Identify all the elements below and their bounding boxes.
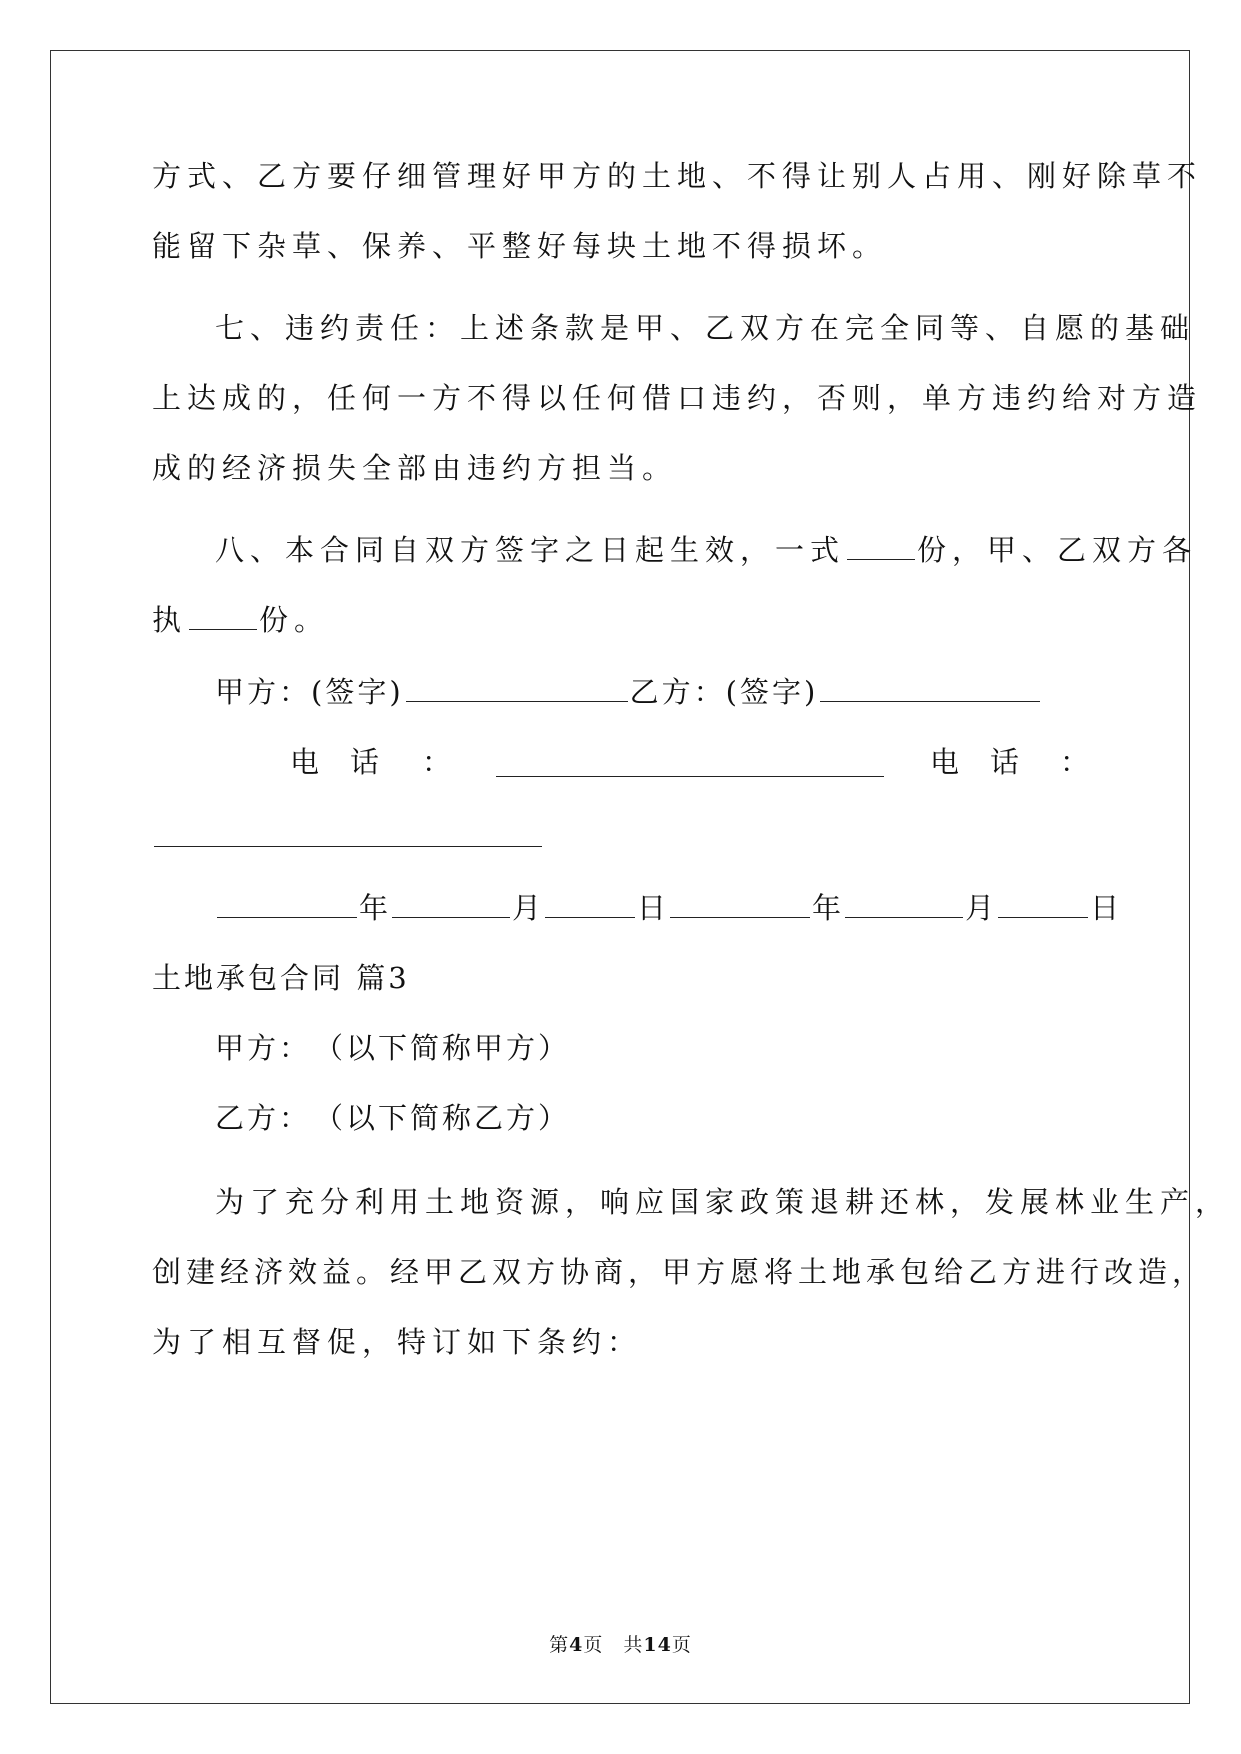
- text-line: 为了充分利用土地资源，响应国家政策退耕还林，发展林业生产，: [215, 1185, 1231, 1219]
- party-b-line: 乙方： （以下简称乙方）: [215, 1101, 571, 1135]
- party-b-signature-blank: [820, 675, 1040, 702]
- clause-8-text-b: 份，甲、乙双方各: [917, 533, 1198, 567]
- text-fragment: 份。: [259, 603, 330, 637]
- phone-b-blank: [154, 820, 542, 847]
- date-label: 年: [812, 891, 844, 925]
- signature-line: [215, 672, 1042, 712]
- date-b-year-blank: [670, 891, 810, 918]
- phone-b-colon: ：: [1060, 745, 1090, 779]
- date-label: 月: [965, 891, 997, 925]
- party-a-signature-label: 甲方：(签字): [215, 675, 404, 709]
- text-fragment: 执: [152, 603, 188, 637]
- date-a-year-blank: [217, 891, 357, 918]
- text-line: 为了相互督促，特订如下条约：: [152, 1325, 643, 1359]
- footer-text: 页: [671, 1634, 692, 1656]
- date-label: 月: [512, 891, 544, 925]
- phone-b-char: 电: [930, 745, 960, 779]
- party-b-signature-label: 乙方：(签字): [629, 675, 819, 709]
- date-label: 年: [359, 891, 391, 925]
- text-line: 能留下杂草、保养、平整好每块土地不得损坏。: [152, 229, 888, 263]
- section-heading: 土地承包合同 篇3: [152, 961, 410, 995]
- phone-a-blank: [496, 750, 884, 777]
- date-b-month-blank: [845, 891, 963, 918]
- copies-blank: [847, 533, 915, 560]
- phone-b-char: 话: [990, 745, 1020, 779]
- text-line: 创建经济效益。经甲乙双方协商，甲方愿将土地承包给乙方进行改造，: [152, 1255, 1207, 1289]
- date-label: 日: [637, 891, 669, 925]
- text-line: 方式、乙方要仔细管理好甲方的土地、不得让别人占用、刚好除草不: [152, 159, 1203, 193]
- footer-text: 第: [549, 1634, 570, 1656]
- party-a-signature-blank: [406, 675, 628, 702]
- date-a-month-blank: [392, 891, 510, 918]
- footer-text: 页 共: [583, 1634, 644, 1656]
- clause-8-text-a: 八、本合同自双方签字之日起生效，一式: [215, 533, 846, 567]
- total-page-count: 14: [643, 1634, 672, 1656]
- current-page-number: 4: [569, 1634, 584, 1656]
- copies-each-blank: [189, 603, 257, 630]
- date-label: 日: [1090, 891, 1122, 925]
- clause-7-line: 七、违约责任：上述条款是甲、乙双方在完全同等、自愿的基础: [215, 311, 1196, 345]
- phone-a-colon: ：: [422, 745, 452, 779]
- phone-a-char: 话: [350, 745, 380, 779]
- date-a-day-blank: [545, 891, 635, 918]
- date-b-day-blank: [998, 891, 1088, 918]
- phone-a-char: 电: [290, 745, 320, 779]
- page-border: [50, 50, 1190, 1704]
- date-line: [215, 888, 1121, 928]
- page-footer: [0, 1630, 1241, 1657]
- text-line: 上达成的，任何一方不得以任何借口违约，否则，单方违约给对方造: [152, 381, 1203, 415]
- clause-8-line: [215, 530, 1197, 570]
- party-a-line: 甲方： （以下简称甲方）: [215, 1031, 571, 1065]
- text-line: [152, 600, 329, 640]
- text-line: 成的经济损失全部由违约方担当。: [152, 451, 678, 485]
